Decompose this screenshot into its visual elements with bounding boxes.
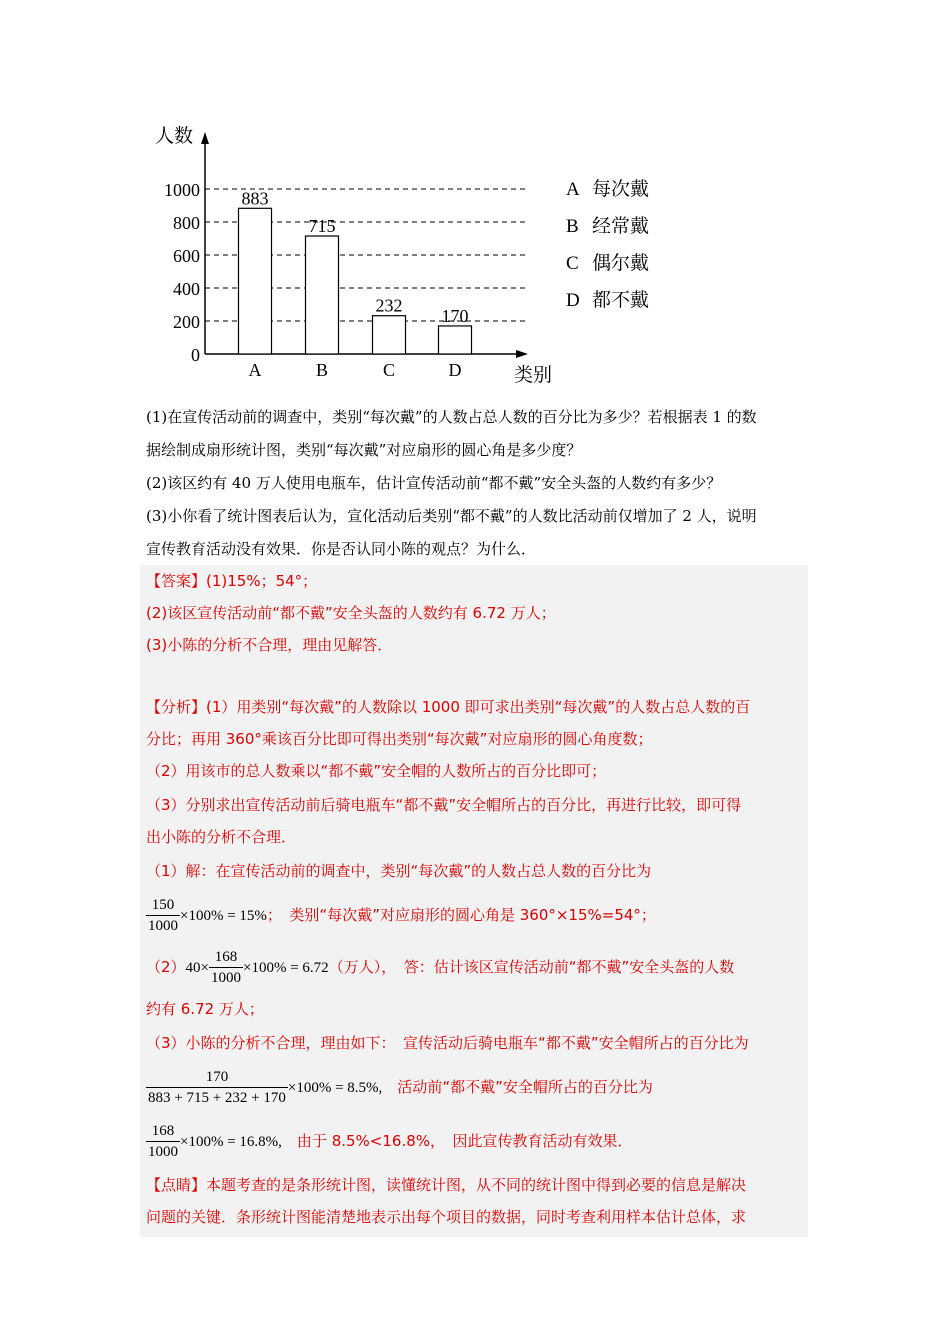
solution-3-intro: （3）小陈的分析不合理，理由如下： 宣传活动后骑电瓶车“都不戴”安全帽所占的百分比为	[146, 1034, 749, 1052]
x-axis-label: 类别	[514, 365, 553, 386]
y-tick-label-800: 800	[173, 213, 200, 233]
analysis-line-5: 出小陈的分析不合理．	[146, 828, 297, 846]
y-tick-labels	[164, 180, 200, 365]
solution-4-equation: $\frac{168}{1000}$ ×100% = 16.8%, 由于 8.5%<16.8%， 因此宣传教育活动有效果．	[148, 1123, 633, 1160]
comment-line-2: 问题的关键．条形统计图能清楚地表示出每个项目的数据，同时考查利用样本估计总体，求	[146, 1208, 747, 1226]
answer-line-3: (3)小陈的分析不合理，理由见解答．	[146, 636, 393, 654]
legend	[566, 178, 649, 311]
bar-A	[239, 208, 272, 354]
analysis-line-1: 【分析】(1）用类别“每次戴”的人数除以 1000 即可求出类别“每次戴”的人数占总人数的百	[146, 698, 751, 716]
fraction-168-1000-b: $\frac{168}{1000}$	[148, 1123, 178, 1160]
x-tick-label-A: A	[248, 360, 262, 380]
question-3-line-1: (3)小你看了统计图表后认为，宣化活动后类别“都不戴”的人数比活动前仅增加了 2 人，说明	[146, 507, 757, 525]
bars	[239, 188, 472, 380]
legend-label-C: 偶尔戴	[592, 253, 650, 274]
solution-3-equation: $\frac{170}{883 + 715 + 232 + 170}$ ×100% = 8.5%, 活动前“都不戴”安全帽所占的百分比为	[148, 1069, 653, 1106]
legend-key-D: D	[566, 290, 580, 311]
question-1-line-1: (1)在宣传活动前的调查中，类别“每次戴”的人数占总人数的百分比为多少？若根据表 1 的数	[146, 408, 757, 426]
analysis-line-4: （3）分别求出宣传活动前后骑电瓶车“都不戴”安全帽所占的百分比，再进行比较，即可得	[146, 796, 742, 814]
fraction-170-total: $\frac{170}{883 + 715 + 232 + 170}$	[148, 1069, 286, 1106]
y-axis-arrow	[201, 132, 209, 144]
legend-label-B: 经常戴	[592, 216, 650, 237]
question-block	[146, 401, 811, 566]
y-tick-label-0: 0	[191, 345, 200, 365]
legend-key-A: A	[566, 179, 580, 200]
bar-chart	[140, 118, 680, 388]
x-tick-label-D: D	[448, 360, 462, 380]
legend-key-C: C	[566, 253, 579, 274]
y-axis-label: 人数	[155, 126, 194, 147]
solution-2-equation: （2）40× $\frac{168}{1000}$ ×100% = 6.72（万人）， 答：估计该区宣传活动前“都不戴”安全头盔的人数	[146, 949, 735, 986]
legend-key-B: B	[566, 216, 579, 237]
answer-line-1: 【答案】(1)15%；54°；	[146, 572, 318, 590]
x-axis-arrow	[516, 350, 528, 358]
bar-value-label-A: 883	[241, 188, 269, 209]
question-3-line-2: 宣传教育活动没有效果．你是否认同小陈的观点？为什么．	[146, 540, 537, 558]
solution-2-line-2: 约有 6.72 万人；	[146, 1000, 264, 1018]
bar-C	[373, 316, 406, 354]
y-tick-label-200: 200	[173, 312, 200, 332]
bar-D	[439, 326, 472, 354]
solution-1-equation: $\frac{150}{1000}$ ×100% = 15%； 类别“每次戴”对应扇形的圆心角是 360°×15%=54°；	[148, 897, 656, 934]
legend-label-D: 都不戴	[592, 290, 650, 311]
bar-value-label-C: 232	[375, 295, 403, 316]
solution-1-intro: （1）解：在宣传活动前的调查中，类别“每次戴”的人数占总人数的百分比为	[146, 862, 652, 880]
fraction-168-1000: $\frac{168}{1000}$	[211, 949, 242, 986]
x-tick-label-C: C	[382, 360, 396, 380]
x-tick-label-B: B	[315, 360, 329, 380]
analysis-line-3: （2）用该市的总人数乘以“都不戴”安全帽的人数所占的百分比即可；	[146, 762, 607, 780]
y-tick-label-600: 600	[173, 246, 200, 266]
y-tick-label-400: 400	[173, 279, 200, 299]
y-tick-label-1000: 1000	[164, 180, 200, 200]
bar-B	[306, 236, 339, 354]
bar-value-label-B: 715	[308, 216, 336, 237]
legend-label-A: 每次戴	[592, 179, 650, 200]
bar-value-label-D: 170	[441, 305, 469, 326]
fraction-150-1000: $\frac{150}{1000}$	[148, 897, 178, 934]
answer-block	[140, 565, 808, 1237]
answer-line-2: (2)该区宣传活动前“都不戴”安全头盔的人数约有 6.72 万人；	[146, 604, 556, 622]
comment-line-1: 【点睛】本题考查的是条形统计图，读懂统计图，从不同的统计图中得到必要的信息是解决	[146, 1176, 747, 1194]
analysis-line-2: 分比；再用 360°乘该百分比即可得出类别“每次戴”对应扇形的圆心角度数；	[146, 730, 653, 748]
question-2: (2)该区约有 40 万人使用电瓶车，估计宣传活动前“都不戴”安全头盔的人数约有多少？	[146, 474, 722, 492]
question-1-line-2: 据绘制成扇形统计图，类别“每次戴”对应扇形的圆心角是多少度？	[146, 441, 582, 459]
